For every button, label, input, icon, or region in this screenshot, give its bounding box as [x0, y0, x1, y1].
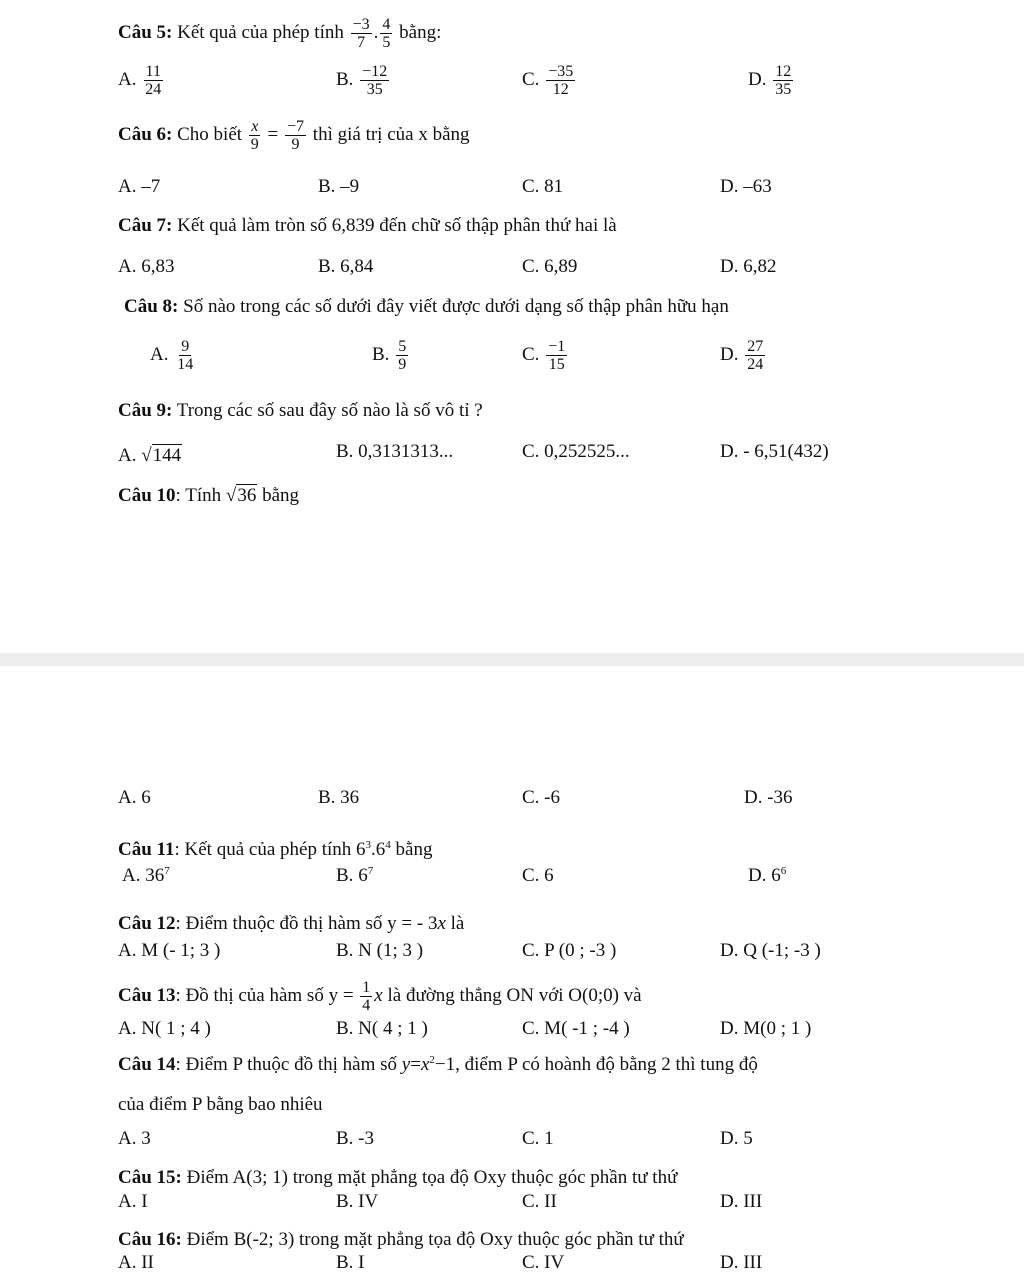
question-text: thì giá trị của x bằng	[312, 123, 470, 145]
question-11	[118, 839, 432, 861]
answer-c: C. 6	[522, 865, 554, 886]
answer-a: A. I	[118, 1191, 148, 1212]
answer-b: B. N( 4 ; 1 )	[336, 1018, 428, 1039]
answer-d: D. 6,82	[720, 256, 777, 277]
answer-a: A. √144	[118, 445, 182, 466]
answer-d: D. III	[720, 1191, 763, 1212]
answer-c: C. 1	[522, 1128, 554, 1149]
answer-d: D. III	[720, 1252, 763, 1273]
question-text: Số nào trong các số dưới đây viết được dưới dạng số thập phân hữu hạn	[183, 296, 729, 317]
answer-b: B. 36	[318, 787, 360, 808]
question-8	[124, 296, 729, 318]
answer-d: D. $\frac{27}{24}$	[720, 338, 764, 373]
question-label: Câu 9:	[118, 400, 173, 421]
question-5: Câu 5: Kết quả của phép tính $\frac{-3}{7}$ . $\frac{4}{5}$ bằng:	[118, 16, 442, 51]
question-text: là đường thẳng ON với O(0;0) và	[387, 984, 642, 1006]
question-text: : Kết quả của phép tính	[174, 839, 352, 860]
question-label: Câu 11	[118, 839, 175, 860]
answer-b: B. IV	[336, 1191, 379, 1212]
answer-a: A. N( 1 ; 4 )	[118, 1018, 211, 1039]
fraction: $\frac{1}{4}$	[362, 979, 371, 1014]
question-9	[118, 400, 483, 422]
answer-a: A. 6,83	[118, 256, 175, 277]
answer-d: D. -36	[744, 787, 793, 808]
answer-b: B. 0,3131313...	[336, 441, 454, 462]
answer-a: A. 3	[118, 1128, 151, 1149]
question-label: Câu 7:	[118, 215, 173, 236]
square-root: √36	[225, 485, 257, 506]
question-label: Câu 6:	[118, 123, 173, 145]
answer-b: B. N (1; 3 )	[336, 940, 424, 961]
fraction: $\frac{-7}{9}$	[287, 118, 305, 153]
question-6: Câu 6: Cho biết $\frac{x}{9}$ = $\frac{-7}{9}$ thì giá trị của x bằng	[118, 118, 470, 153]
answer-c: C. -6	[522, 787, 560, 808]
question-15	[118, 1167, 677, 1189]
answer-b: B. -3	[336, 1128, 374, 1149]
function-expression: $y=x^2-1$	[401, 1054, 456, 1075]
fraction: $\frac{-3}{7}$	[352, 16, 370, 51]
answer-c: C. 0,252525...	[522, 441, 630, 462]
answer-c: C. 81	[522, 176, 564, 197]
question-text: , điểm P có hoành độ bằng 2 thì tung độ	[455, 1054, 758, 1075]
answer-c: C. II	[522, 1191, 557, 1212]
question-label: Câu 16:	[118, 1229, 182, 1250]
question-7	[118, 215, 617, 237]
question-text: Trong các số sau đây số nào là số vô tỉ ?	[176, 400, 483, 421]
question-10	[118, 485, 299, 507]
answer-a: A. 6	[118, 787, 151, 808]
question-13: Câu 13: Đồ thị của hàm số y = $\frac{1}{4}$ x là đường thẳng ON với O(0;0) và	[118, 979, 642, 1014]
page-break-gap	[0, 653, 1024, 666]
question-text: Điểm A(3; 1) trong mặt phẳng tọa độ Oxy thuộc góc phần tư thứ	[186, 1167, 678, 1188]
answer-b: B. 6,84	[318, 256, 374, 277]
question-text: : Tính	[175, 485, 222, 506]
question-text: là	[450, 913, 465, 934]
answer-a: A. –7	[118, 176, 161, 197]
answer-c: C. $\frac{-1}{15}$	[522, 338, 566, 373]
answer-a: A. M (- 1; 3 )	[118, 940, 221, 961]
fraction: $\frac{x}{9}$	[250, 118, 259, 153]
answer-a: A. $\frac{9}{14}$	[150, 338, 194, 373]
question-text: Kết quả của phép tính	[177, 21, 344, 43]
question-label: Câu 13	[118, 984, 176, 1006]
fraction: $\frac{4}{5}$	[382, 16, 391, 51]
answer-a: A. $36^7$	[122, 865, 170, 886]
question-text: Điểm B(-2; 3) trong mặt phẳng tọa độ Oxy thuộc góc phần tư thứ	[186, 1229, 684, 1250]
answer-d: D. M(0 ; 1 )	[720, 1018, 812, 1039]
question-label: Câu 12	[118, 913, 176, 934]
answer-a: A. II	[118, 1252, 154, 1273]
answer-d: D. $6^6$	[748, 865, 787, 886]
answer-d: D. –63	[720, 176, 772, 197]
power-expression: $6^3.6^4$	[356, 839, 391, 860]
question-text-line-2: của điểm P bằng bao nhiêu	[118, 1094, 323, 1115]
question-label: Câu 14	[118, 1054, 176, 1075]
answer-b: B. I	[336, 1252, 365, 1273]
question-label: Câu 8:	[124, 296, 179, 317]
question-text: bằng	[262, 485, 299, 506]
answer-d: D. Q (-1; -3 )	[720, 940, 821, 961]
answer-b: B. $\frac{-12}{35}$	[336, 63, 388, 98]
answer-d: D. 5	[720, 1128, 753, 1149]
answer-d: D. $\frac{12}{35}$	[748, 63, 792, 98]
answer-c: C. $\frac{-35}{12}$	[522, 63, 574, 98]
question-16	[118, 1229, 684, 1251]
question-text: Kết quả làm tròn số 6,839 đến chữ số thập phân thứ hai là	[177, 215, 617, 236]
answer-c: C. M( -1 ; -4 )	[522, 1018, 630, 1039]
question-text: : Điểm thuộc đồ thị hàm số y = - 3	[175, 913, 438, 934]
answer-c: C. P (0 ; -3 )	[522, 940, 617, 961]
question-label: Câu 10	[118, 485, 176, 506]
question-text: : Điểm P thuộc đồ thị hàm số	[175, 1054, 398, 1075]
answer-d: D. - 6,51(432)	[720, 441, 829, 462]
question-label: Câu 5:	[118, 21, 173, 43]
answer-a: A. $\frac{11}{24}$	[118, 63, 162, 98]
answer-c: C. IV	[522, 1252, 565, 1273]
question-14	[118, 1054, 758, 1076]
question-text: bằng	[395, 839, 433, 860]
answer-b: B. $\frac{5}{9}$	[372, 338, 407, 373]
answer-b: B. –9	[318, 176, 360, 197]
question-label: Câu 15:	[118, 1167, 182, 1188]
question-text: Cho biết	[177, 123, 243, 145]
answer-c: C. 6,89	[522, 256, 578, 277]
question-text: : Đồ thị của hàm số y =	[175, 984, 354, 1006]
square-root: √144	[141, 445, 182, 466]
answer-b: B. $6^7$	[336, 865, 374, 886]
question-12: Câu 12: Điểm thuộc đồ thị hàm số y = - 3x là	[118, 913, 465, 934]
question-text: bằng:	[399, 21, 442, 43]
